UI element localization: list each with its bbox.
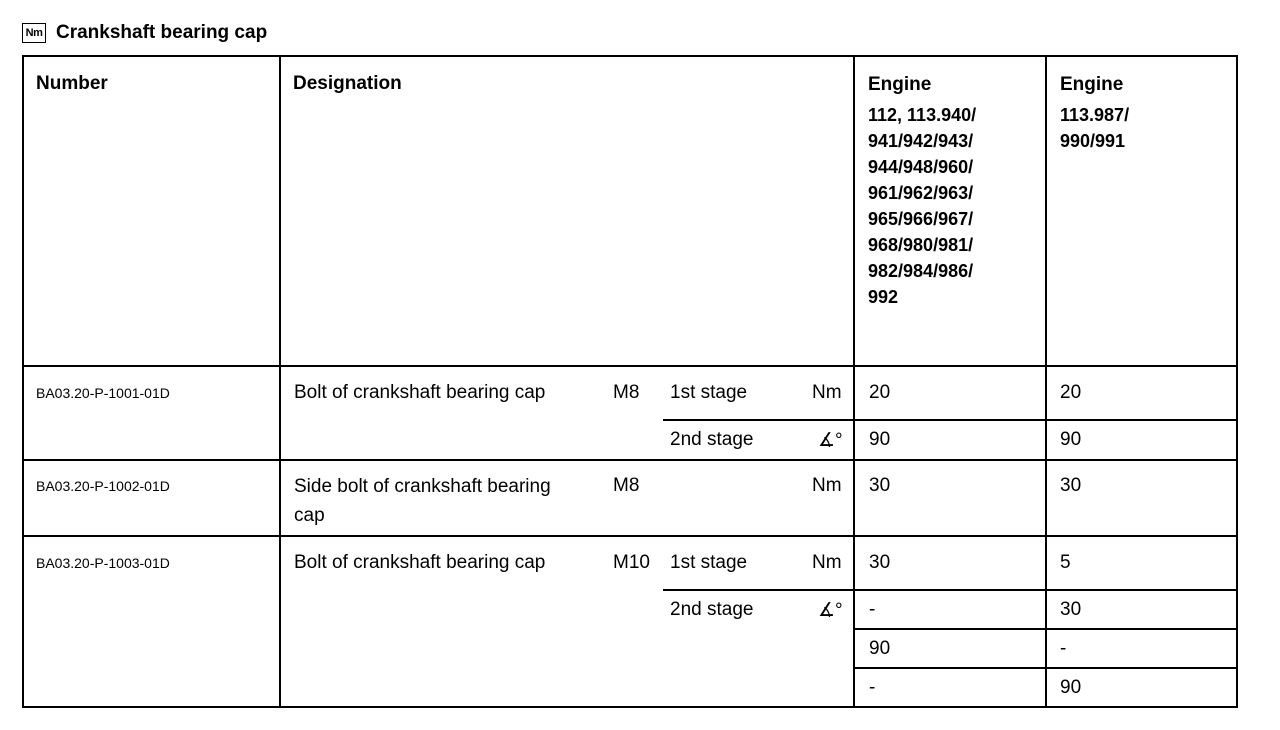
cell-number: BA03.20-P-1001-01D (36, 385, 170, 401)
cell-thread: M10 (613, 552, 650, 573)
cell-engine-a: 90 (869, 429, 891, 450)
column-divider-engine-b (1045, 55, 1047, 708)
column-divider-engine-a (853, 55, 855, 708)
cell-designation: Side bolt of crankshaft bearing cap (294, 476, 551, 526)
engine-model-line: 944/948/960/ (868, 157, 974, 177)
cell-engine-b: 90 (1060, 429, 1082, 450)
header-row-divider (22, 365, 1238, 367)
cell-engine-a: 20 (869, 382, 891, 403)
torque-nm-icon: Nm (22, 23, 46, 43)
column-header-number: Number (36, 73, 108, 94)
cell-designation: Bolt of crankshaft bearing cap (294, 552, 546, 573)
cell-number: BA03.20-P-1002-01D (36, 478, 170, 494)
cell-unit: ∡° (818, 600, 843, 621)
column-header-engine-a: Engine (868, 74, 932, 95)
cell-engine-b: 5 (1060, 552, 1071, 573)
page-title: Crankshaft bearing cap (56, 22, 268, 43)
row-divider (22, 459, 1238, 461)
cell-designation: Bolt of crankshaft bearing cap (294, 382, 546, 403)
cell-engine-b: 90 (1060, 677, 1082, 698)
engine-model-line: 992 (868, 287, 899, 307)
cell-number: BA03.20-P-1003-01D (36, 555, 170, 571)
engine-model-line: 113.987/ (1060, 105, 1130, 125)
engine-model-line: 982/984/986/ (868, 261, 974, 281)
stage-divider (855, 667, 1238, 669)
cell-thread: M8 (613, 475, 640, 496)
cell-thread: M8 (613, 382, 640, 403)
cell-unit: ∡° (818, 430, 843, 451)
cell-engine-b: 30 (1060, 475, 1082, 496)
cell-engine-a: - (869, 599, 876, 620)
row-divider (22, 535, 1238, 537)
cell-engine-a: 30 (869, 552, 891, 573)
cell-engine-b: 20 (1060, 382, 1082, 403)
table-border-top (22, 55, 1238, 57)
table-border-left (22, 55, 24, 708)
engine-model-line: 961/962/963/ (868, 183, 974, 203)
engine-model-line: 968/980/981/ (868, 235, 974, 255)
table-border-bottom (22, 706, 1238, 708)
stage-divider (663, 589, 1238, 591)
cell-unit: Nm (812, 552, 842, 573)
engine-model-line: 112, 113.940/ (868, 105, 977, 125)
cell-engine-a: 30 (869, 475, 891, 496)
column-divider-number (279, 55, 281, 708)
cell-unit: Nm (812, 475, 842, 496)
cell-stage: 1st stage (670, 552, 748, 573)
cell-stage: 1st stage (670, 382, 748, 403)
column-header-designation: Designation (293, 73, 402, 94)
cell-engine-b: 30 (1060, 599, 1082, 620)
cell-engine-a: 90 (869, 638, 891, 659)
engine-model-line: 990/991 (1060, 131, 1126, 151)
column-header-engine-b: Engine (1060, 74, 1124, 95)
cell-stage: 2nd stage (670, 599, 754, 620)
stage-divider (855, 628, 1238, 630)
table-border-right (1236, 55, 1238, 708)
cell-engine-a: - (869, 677, 876, 698)
cell-stage: 2nd stage (670, 429, 754, 450)
document-header (22, 18, 267, 48)
stage-divider (663, 419, 1238, 421)
engine-model-line: 965/966/967/ (868, 209, 974, 229)
engine-model-line: 941/942/943/ (868, 131, 974, 151)
engine-b-models (1060, 102, 1129, 154)
engine-a-models (868, 102, 976, 310)
cell-unit: Nm (812, 382, 842, 403)
cell-engine-b: - (1060, 638, 1067, 659)
